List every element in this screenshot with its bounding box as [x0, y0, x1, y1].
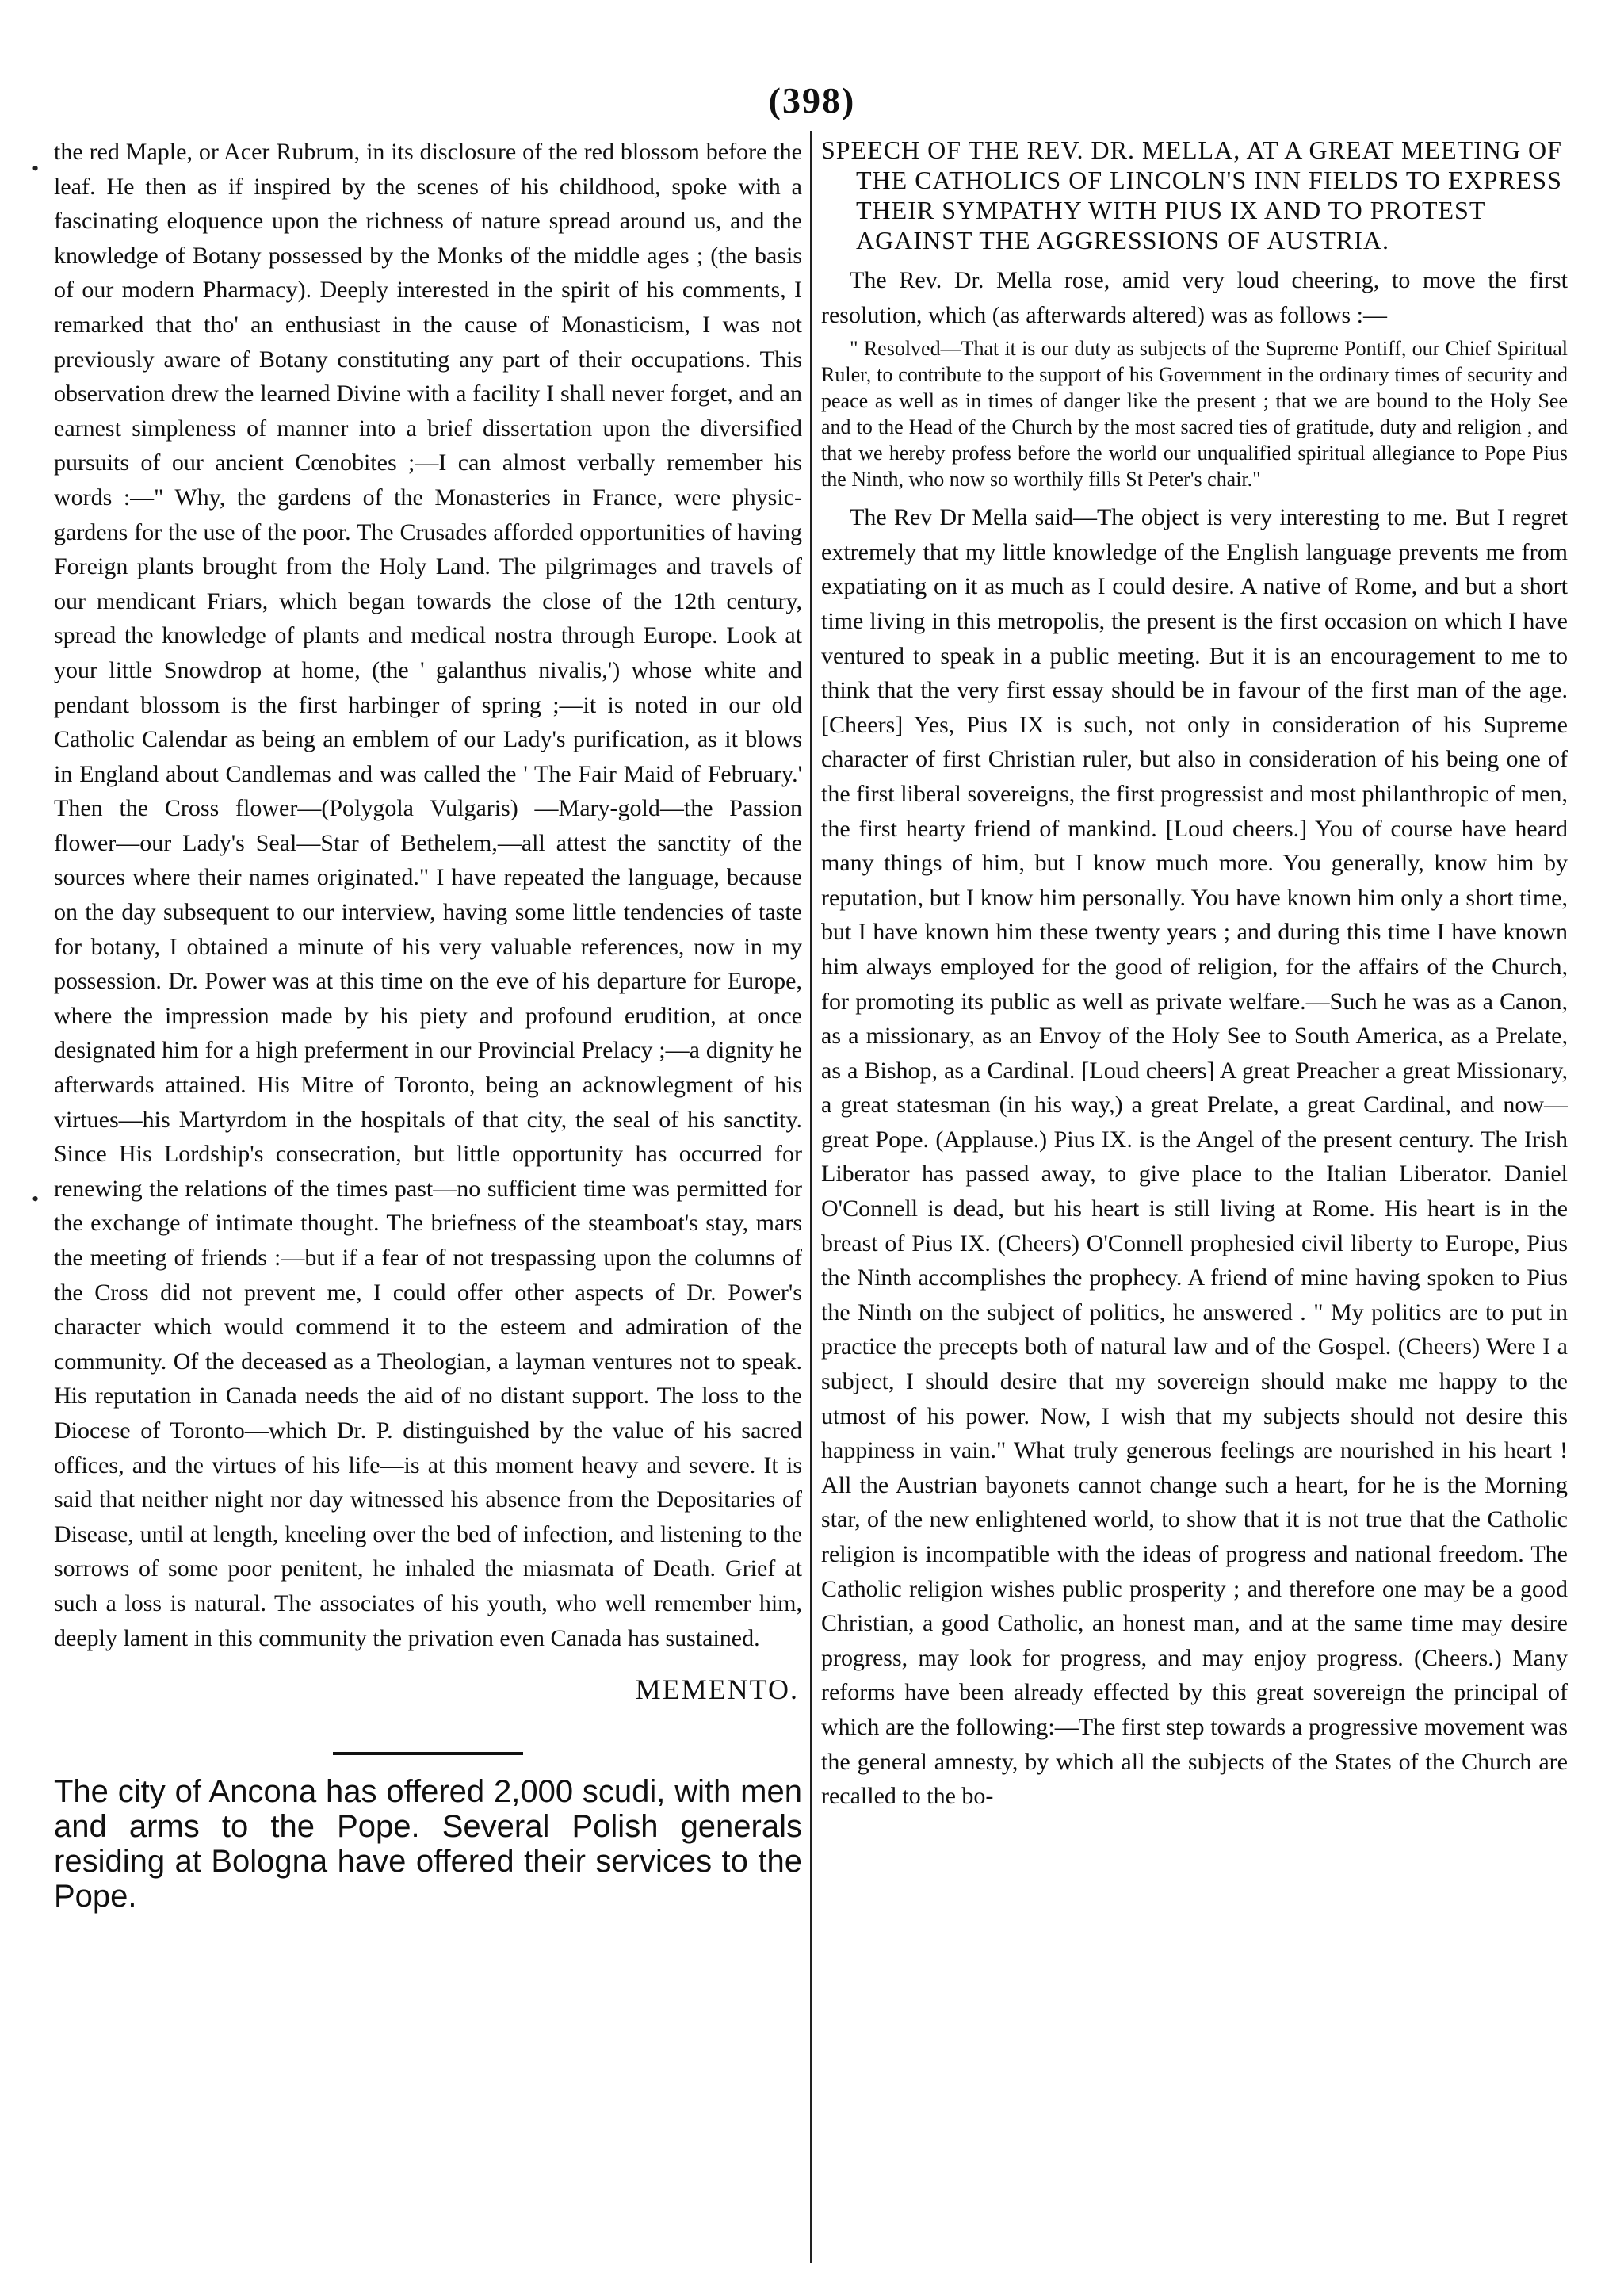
margin-mark: •: [32, 1188, 40, 1211]
article-intro: The Rev. Dr. Mella rose, amid very loud cheering, to move the first resolution, which (as afterwards altered) was as follows :—: [821, 267, 1568, 328]
signature: MEMENTO.: [635, 1673, 799, 1706]
memorial-text: the red Maple, or Acer Rubrum, in its disclosure of the red blossom before the leaf. He then as if inspired by the scenes of his childhood, spoke with a fascinating eloquence upon the richness of nature spread around us, and the knowledge of Botany possessed by the Monks of the middle ages ; (the basis of our modern Pharmacy). Deeply interested in the spirit of his comments, I remarked that tho' an enthusiast in the cause of Monasticism, I was not previously aware of Botany constituting any part of their occupations. This observation drew the learned Divine with a facility I shall never forget, and an earnest simpleness of manner into a brief dissertation upon the diversified pursuits of our ancient Cœnobites ;—I can almost verbally remember his words :—" Why, the gardens of the Monasteries in France, were physic-gardens for the use of the poor. The Crusades afforded opportunities of having Foreign plants brought from the Holy Land. The pilgrimages and travels of our mendicant Friars, which began towards the close of the 12th century, spread the knowledge of plants and medical nostra through Europe. Look at your little Snowdrop at home, (the ' galanthus nivalis,') whose white and pendant blossom is the first harbinger of spring ;—it is noted in our old Catholic Calendar as being an emblem of our Lady's purification, as it blows in England about Candlemas and was called the ' The Fair Maid of February.' Then the Cross flower—(Polygola Vulgaris) —Mary-gold—the Passion flower—our Lady's Seal—Star of Bethelem,—all attest the sanctity of the sources where their names originated." I have repeated the language, because on the day subsequent to our interview, having some little tendencies of taste for botany, I obtained a minute of his very valuable references, now in my possession. Dr. Power was at this time on the eve of his departure for Europe, where the impression made by his piety and profound erudition, at once designated him for a high preferment in our Provincial Prelacy ;—a dignity he afterwards attained. His Mitre of Toronto, being an acknowlegment of his virtues—his Martyrdom in the hospitals of that city, the seal of his sanctity. Since His Lordship's consecration, but little opportunity has occurred for renewing the relations of the times past—no sufficient time was permitted for the exchange of intimate thought. The briefness of the steamboat's stay, mars the meeting of friends :—but if a fear of not trespassing upon the columns of the Cross did not prevent me, I could offer other aspects of Dr. Power's character which would commend it to the esteem and admiration of the community. Of the deceased as a Theologian, a layman ventures not to speak. His reputation in Canada needs the aid of no distant support. The loss to the Diocese of Toronto—which Dr. P. distinguished by the value of his sacred offices, and the virtues of his life—is at this moment heavy and severe. It is said that neither night nor day witnessed his absence from the Depositaries of Disease, until at length, kneeling over the bed of infection, and listening to the sorrows of some poor penitent, he inhaled the miasmata of Death. Grief at such a loss is natural. The associates of his youth, who well remember him, deeply lament in this community the privation even Canada has sustained.: [54, 139, 802, 1651]
speech-text: The Rev Dr Mella said—The object is very interesting to me. But I regret extremely that my little knowledge of the English language prevents me from expatiating on it as much as I could desire. A native of Rome, and but a short time living in this metropolis, the present is the first occasion on which I have ventured to speak in a public meeting. But it is an encouragement to me to think that the very first essay should be in favour of the first man of the age. [Cheers] Yes, Pius IX is such, not only in consideration of his Supreme character of first Christian ruler, but also in consideration of his being one of the first liberal sovereigns, the first progressist and most philanthropic of men, the first hearty friend of mankind. [Loud cheers.] You of course have heard many things of him, but I know much more. You generally, know him by reputation, but I know him personally. You have known him only a short time, but I have known him these twenty years ; and during this time I have known him always employed for the good of religion, for the affairs of the Church, for promoting its public as well as private welfare.—Such he was as a Canon, as a missionary, as an Envoy of the Holy See to South America, as a Prelate, as a Bishop, as a Cardinal. [Loud cheers] A great Preacher a great Missionary, a great statesman (in his way,) a great Prelate, a great Cardinal, and now—great Pope. (Applause.) Pius IX. is the Angel of the present century. The Irish Liberator has passed away, to give place to the Italian Liberator. Daniel O'Connell is dead, but his heart is still living at Rome. His heart is in the breast of Pius IX. (Cheers) O'Connell prophesied civil liberty to Europe, Pius the Ninth accomplishes the prophecy. A friend of mine having spoken to Pius the Ninth on the subject of politics, he answered . " My politics are to put in practice the precepts both of natural law and of the Gospel. (Cheers) Were I a subject, I should desire that my sovereign should make me happy to the utmost of his power. Now, I wish that my subjects should not desire this happiness in vain." What truly generous feelings are nourished in his heart ! All the Austrian bayonets cannot change such a heart, for he is the Morning star, of the new enlightened world, to show that it is not true that the Catholic religion is incompatible with the ideas of progress and national freedom. The Catholic religion wishes public prosperity ; and therefore one may be a good Christian, a good Catholic, an honest man, and at the same time may desire progress, may look for progress, and may enjoy progress. (Cheers.) Many reforms have been already effected by this great sovereign the principal of which are the following:—The first step towards a progressive movement was the general amnesty, by which all the subjects of the States of the Church are recalled to the bo-: [821, 504, 1568, 1810]
left-column: [54, 135, 802, 2259]
section-divider: [333, 1752, 523, 1755]
column-divider: [810, 131, 812, 2263]
margin-mark: •: [32, 157, 40, 180]
article-headline: SPEECH OF THE REV. DR. MELLA, AT A GREAT MEETING OF THE CATHOLICS OF LINCOLN'S INN FIELDS TO EXPRESS THEIR SYMPATHY WITH PIUS IX AND TO PROTEST AGAINST THE AGGRESSIONS OF AUSTRIA.: [821, 136, 1562, 254]
news-item: The city of Ancona has offered 2,000 scudi, with men and arms to the Pope. Several Polish generals residing at Bologna have offered their services to the Pope.: [54, 1773, 802, 1914]
page-number: (398): [768, 80, 856, 120]
right-column: [821, 135, 1568, 2259]
resolution-text: " Resolved—That it is our duty as subjects of the Supreme Pontiff, our Chief Spiritual Ruler, to contribute to the support of his Government in the ordinary times of security and peace as well as in times of danger like the present ; that we are bound to the Holy See and to the Head of the Church by the most sacred ties of gratitude, duty and religion , and that we hereby profess before the world our unqualified spiritual allegiance to Pope Pius the Ninth, who now so worthily fills St Peter's chair.": [821, 337, 1568, 492]
